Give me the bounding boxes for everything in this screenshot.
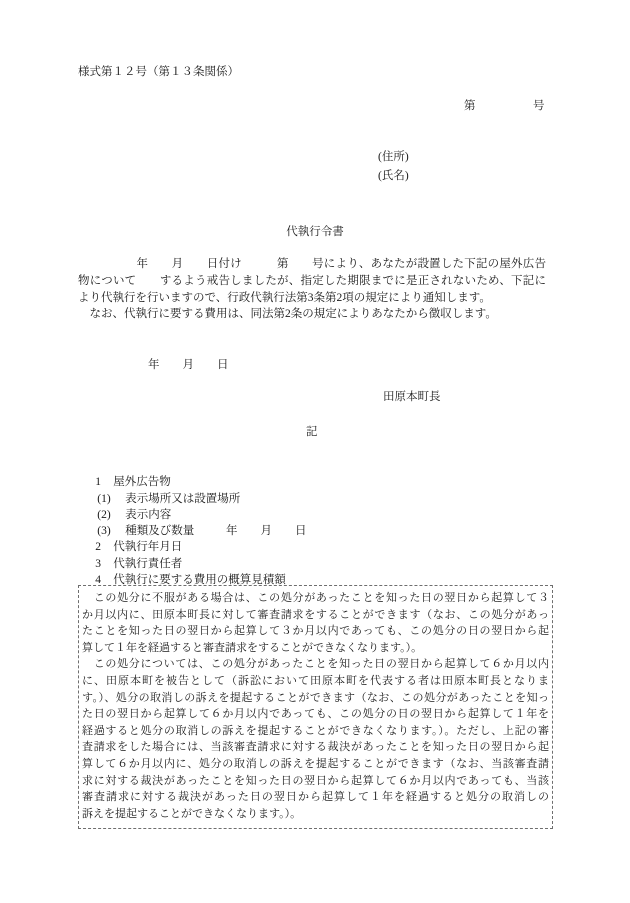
notice-line: 経過すると処分の取消しの訴えを提起することができなくなります。）。ただし、上記の審 bbox=[82, 724, 549, 737]
list-item bbox=[78, 523, 498, 554]
notice-line: この処分に不服がある場合は、この処分があったことを知った日の翌日から起算して３ bbox=[82, 592, 549, 604]
address-label: (住所) bbox=[378, 151, 409, 163]
notice-line: す。）、処分の取消しの訴えを提起することができます（なお、この処分があったことを知っ bbox=[82, 691, 549, 704]
list-item bbox=[78, 539, 498, 570]
name-label: (氏名) bbox=[378, 170, 409, 182]
item-label: 代執行責任者 bbox=[113, 557, 183, 570]
notice-line: 求に対する裁決があったことを知った日の翌日から起算して６か月以内であっても、当該 bbox=[82, 774, 549, 787]
document-title: 代執行令書 bbox=[286, 226, 344, 238]
issuer-name: 田原本町長 bbox=[383, 391, 441, 403]
notice-line: 算して１年を経過すると審査請求をすることができなくなります。）。 bbox=[82, 641, 423, 654]
item-number: (2) bbox=[97, 508, 111, 521]
item-number: 2 bbox=[95, 541, 101, 554]
body-line: 年 月 日付け 第 号により、あなたが設置した下記の屋外広告 bbox=[78, 258, 546, 270]
item-list bbox=[78, 458, 498, 587]
item-number: (3) bbox=[97, 525, 111, 538]
notice-line: に、田原本町を被告として（訴訟において田原本町を代表する者は田原本町長となりま bbox=[82, 674, 549, 687]
item-label: 代執行に要する費用の概算見積額 bbox=[113, 574, 286, 587]
execution-date: 年 月 日 bbox=[226, 525, 307, 538]
list-item bbox=[78, 458, 498, 489]
item-label: 屋外広告物 bbox=[113, 476, 171, 489]
notice-line: 審査請求に対する裁決があった日の翌日から起算して１年を経過すると処分の取消しの bbox=[82, 791, 549, 804]
item-number: 1 bbox=[95, 476, 101, 489]
document-number: 第 号 bbox=[464, 100, 545, 112]
notice-line: た日の翌日から起算して６か月以内であっても、この処分の日の翌日から起算して１年を bbox=[82, 708, 549, 721]
list-item bbox=[78, 474, 498, 505]
notice-line: か月以内に、田原本町長に対して審査請求をすることができます（なお、この処分があっ bbox=[82, 608, 549, 621]
notice-line: 算して６か月以内に、処分の取消しの訴えを提起することができます（なお、当該審査請 bbox=[82, 757, 549, 770]
item-label: 代執行年月日 bbox=[113, 541, 183, 554]
issue-date: 年 月 日 bbox=[148, 359, 229, 371]
body-line: 物について するよう戒告しましたが、指定した期限までに是正されないため、下記に bbox=[78, 274, 546, 287]
form-number: 様式第１２号（第１３条関係） bbox=[78, 66, 239, 78]
body-paragraph bbox=[78, 256, 546, 323]
notice-line: この処分については、この処分があったことを知った日の翌日から起算して６か月以内 bbox=[82, 658, 549, 671]
item-number: (1) bbox=[97, 492, 111, 505]
body-line: より代執行を行いますので、行政代執行法第3条第2項の規定により通知します。 bbox=[78, 291, 491, 304]
ki-heading: 記 bbox=[306, 426, 318, 438]
item-label: 種類及び数量 bbox=[125, 525, 195, 538]
item-label: 表示場所又は設置場所 bbox=[125, 492, 241, 505]
list-item bbox=[78, 556, 498, 587]
notice-line: 訴えを提起することができなくなります。）。 bbox=[82, 807, 302, 820]
item-label: 表示内容 bbox=[125, 508, 172, 521]
appeal-notice-box bbox=[78, 585, 553, 829]
list-item bbox=[78, 491, 498, 521]
notice-line: 査請求をした場合には、当該審査請求に対する裁決があったことを知った日の翌日から起 bbox=[82, 741, 549, 754]
body-line: なお、代執行に要する費用は、同法第2条の規定によりあなたから徴収します。 bbox=[78, 308, 497, 321]
notice-line: たことを知った日の翌日から起算して３か月以内であっても、この処分の日の翌日から起 bbox=[82, 625, 549, 638]
item-number: 4 bbox=[95, 574, 101, 587]
item-number: 3 bbox=[95, 557, 101, 570]
